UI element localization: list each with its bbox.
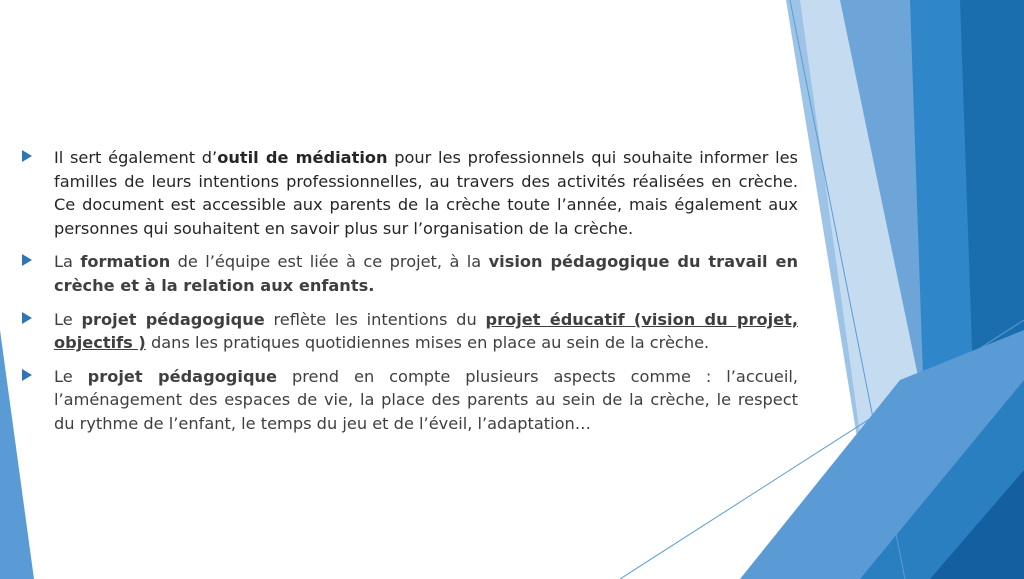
text-run: La (54, 252, 81, 272)
triangle-bullet-icon (22, 254, 32, 266)
bullet-item (22, 250, 798, 297)
bold-text: outil de médiation (217, 148, 388, 167)
bold-text: vision pédagogique du travail en crèche et à la relation aux enfants. (54, 252, 798, 295)
bullet-item (22, 308, 798, 355)
text-run: de l’équipe est liée à ce projet, à la (170, 252, 489, 272)
text-run: Il sert également d’ (54, 148, 218, 167)
bold-text: projet pédagogique (87, 366, 278, 386)
text-run: prend en compte plusieurs aspects comme : l’accueil, l’aménagement des espaces de vie, la place des parents au sein de la crèche, le respect du rythme de l’enfant, le temps du jeu et de l’éveil, l’adaptation… (54, 366, 799, 433)
text-run: reflète les intentions du (264, 309, 486, 329)
bullet-list (22, 146, 798, 446)
text-run: pour les professionnels qui souhaite informer les familles de leurs intentions professionnelles, au travers des activités réalisées en crèche. Ce document est accessible aux parents de la crèche toute l’année, mais également aux personnes qui souhaitent en savoir plus sur l’organisation de la crèche. (54, 148, 798, 238)
text-run: dans les pratiques quotidiennes mises en place au sein de la crèche. (145, 333, 710, 353)
triangle-bullet-icon (22, 369, 32, 381)
text-run: Le (54, 309, 82, 329)
bold-text: projet pédagogique (81, 309, 265, 329)
triangle-bullet-icon (22, 312, 32, 324)
bullet-item (22, 365, 798, 436)
text-run: Le (54, 366, 88, 386)
triangle-bullet-icon (22, 150, 32, 162)
underlined-text: projet éducatif (vision du projet, objectifs ) (54, 309, 798, 353)
bold-text: formation (80, 252, 171, 272)
bullet-item (22, 146, 798, 240)
